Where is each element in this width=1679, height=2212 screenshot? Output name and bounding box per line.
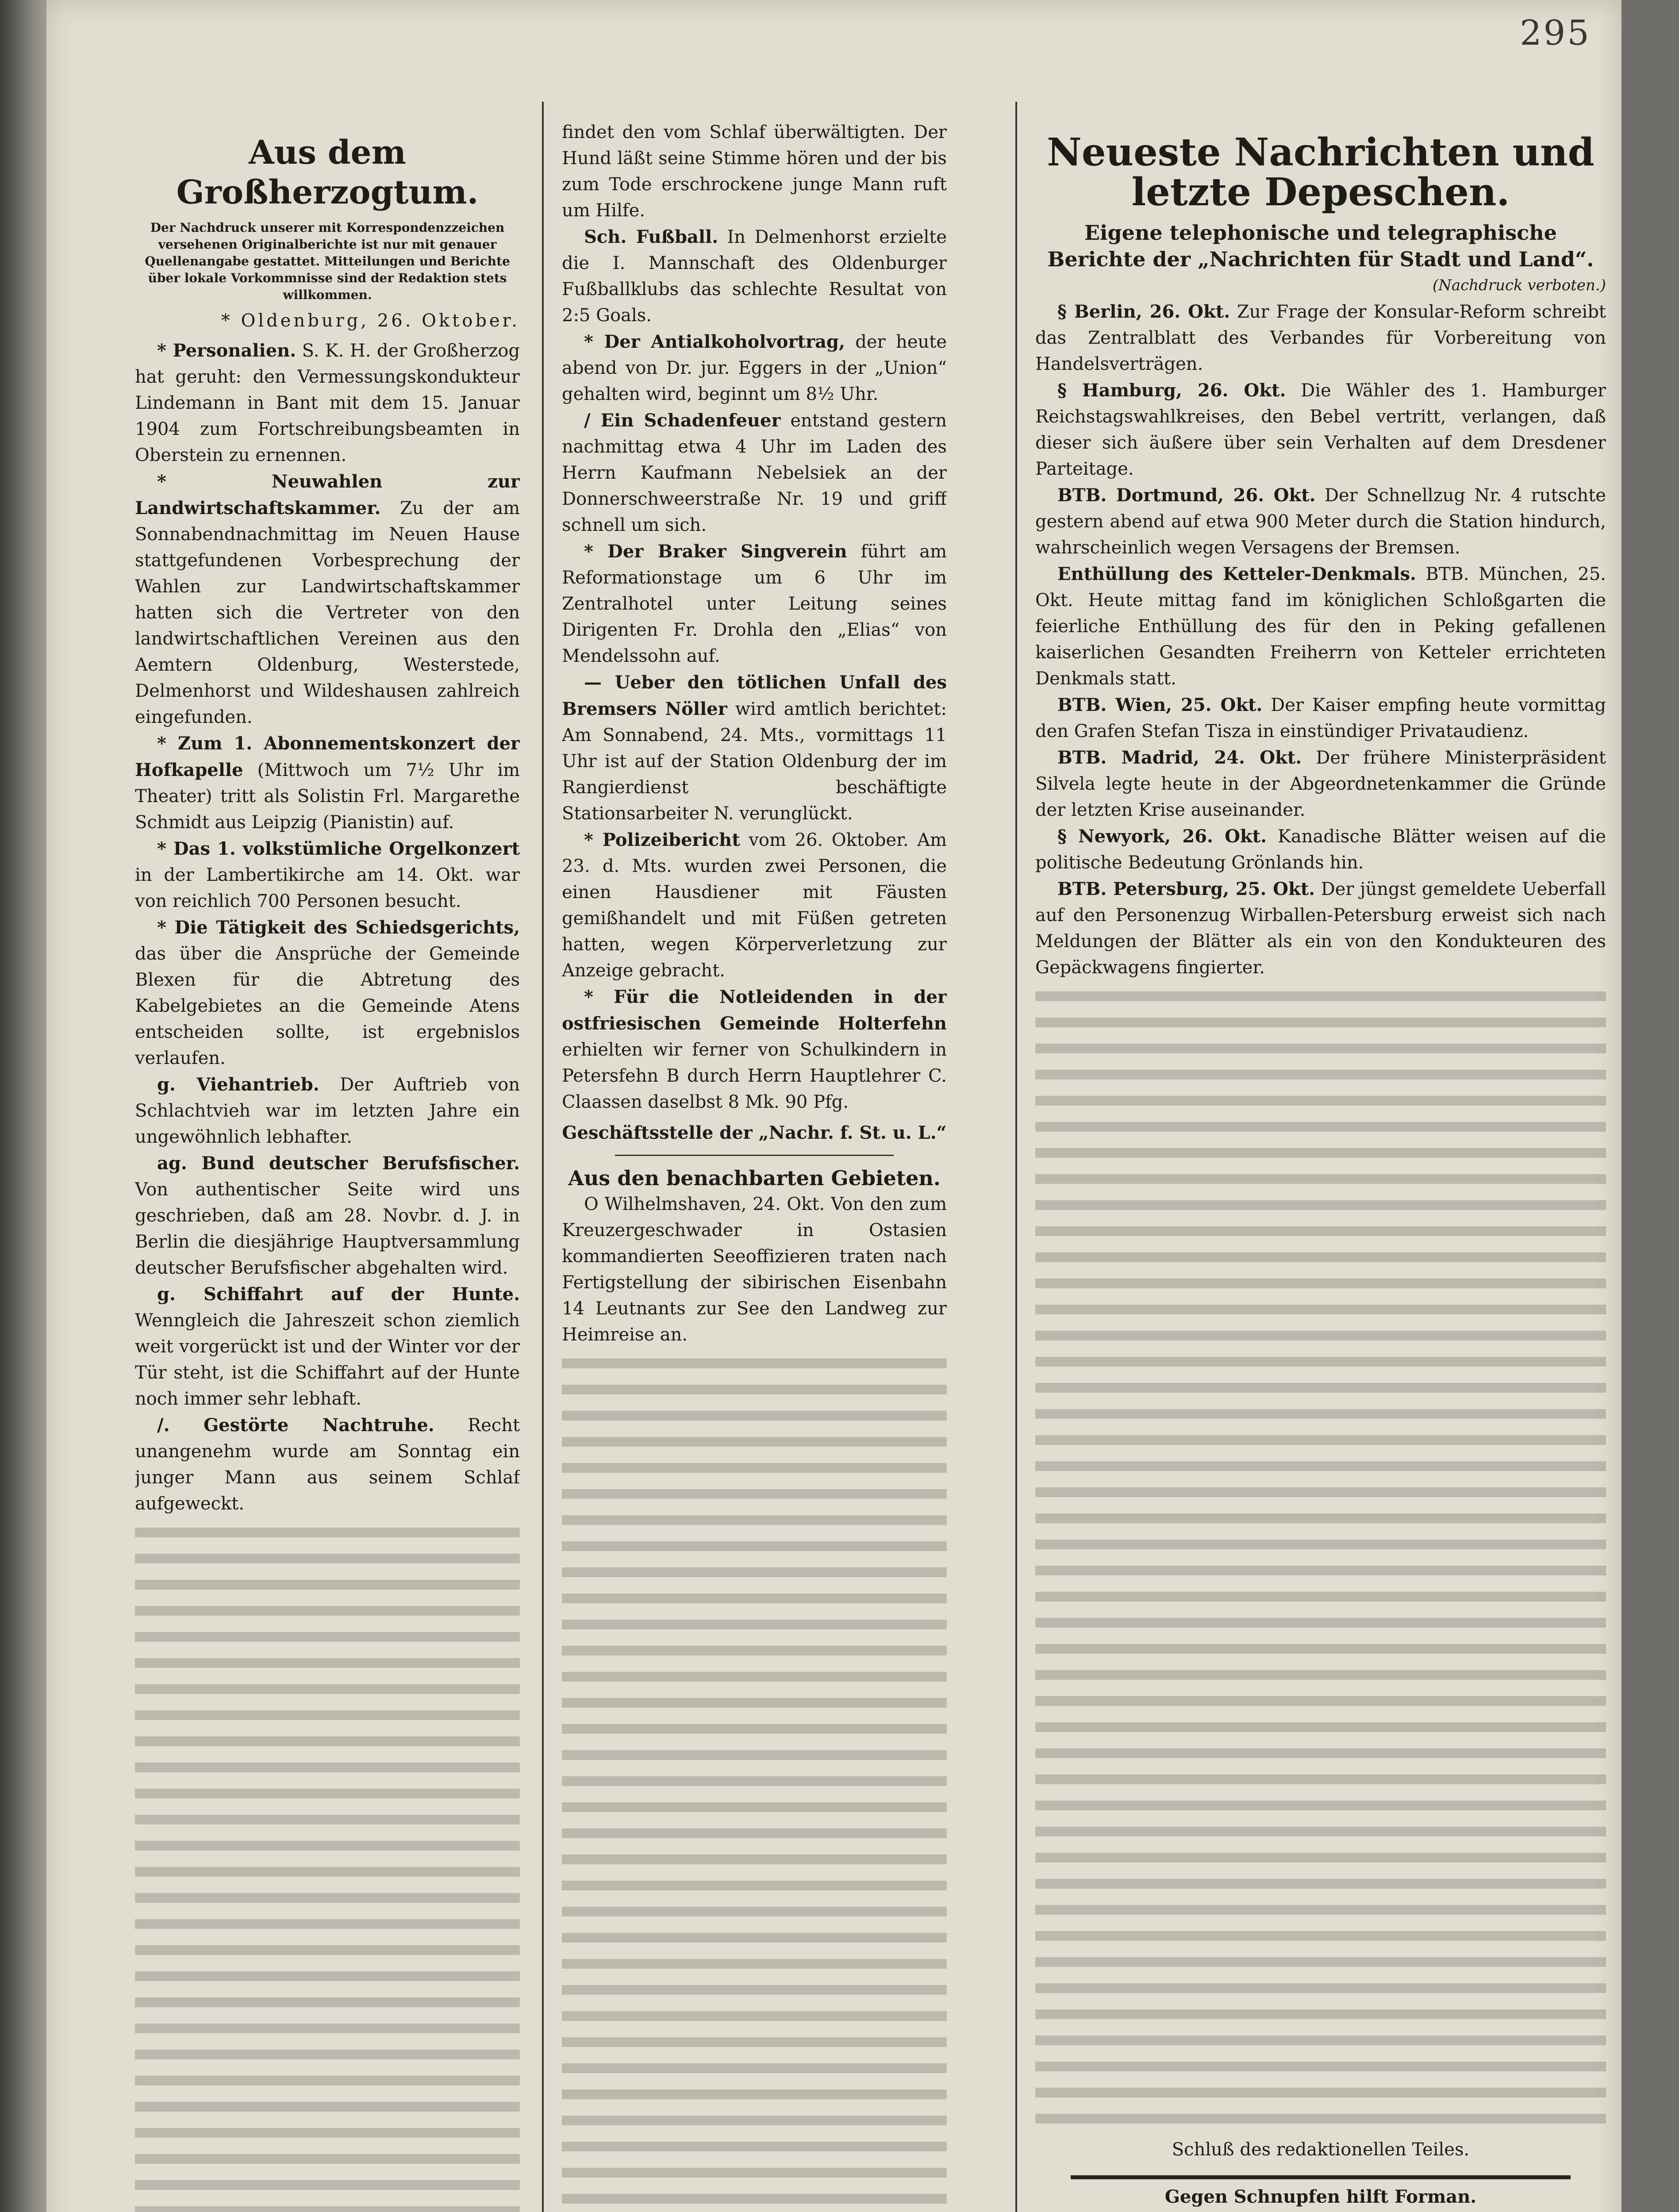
section-title-neighbor-regions: Aus den benachbarten Gebieten. xyxy=(568,1166,941,1190)
article-head: * Der Antialkoholvortrag, xyxy=(584,331,845,352)
article-text: S. K. H. der Großherzog hat geruht: den Vermessungskondukteur Lindemann in Bant mit dem 15. Januar 1904 zum Fortschreibungsbeamten in Oberstein zu ernennen. xyxy=(135,341,520,465)
dispatch-text: Die Wähler des 1. Hamburger Reichstagswahlkreises, den Bebel vertritt, verlangen, daß dieser sich äußere über sein Verhalten auf dem Dresdener Parteitage. xyxy=(1035,380,1606,479)
article-text: führt am Reformationstage um 6 Uhr im Zentralhotel unter Leitung seines Dirigenten Fr. Drohla den „Elias“ von Mendelssohn auf. xyxy=(562,541,947,666)
article-head: /. Gestörte Nachtruhe. xyxy=(157,1415,434,1436)
dispatch-text: Der jüngst gemeldete Ueberfall auf den Personenzug Wirballen-Petersburg erweist sich nach Meldungen der Blätter als ein von den Kondukteuren des Gepäckwagens fingierter. xyxy=(1035,879,1606,978)
article-viehantrieb xyxy=(135,1071,520,1150)
article-wilhelmshaven xyxy=(562,1191,947,1348)
divider xyxy=(615,1155,894,1156)
article-text: O Wilhelmshaven, 24. Okt. Von den zum Kreuzergeschwader in Ostasien kommandierten Seeoffizieren traten nach Fertigstellung der sibirischen Eisenbahn 14 Leutnants zur See den Landweg zur Heimreise an. xyxy=(562,1194,947,1345)
article-text: Zu der am Sonnabendnachmittag im Neuen Hause stattgefundenen Vorbesprechung der Wahlen zur Landwirtschaftskammer hatten sich die Vertreter von den landwirtschaftlichen Vereinen aus den Aemtern Oldenburg, Westerstede, Delmenhorst und Wildeshausen zahlreich eingefunden. xyxy=(135,498,520,727)
article-text: (Mittwoch um 7½ Uhr im Theater) tritt als Solistin Frl. Margarethe Schmidt aus Leipzig (Pianistin) auf. xyxy=(135,760,520,833)
dispatch-head: BTB. Dortmund, 26. Okt. xyxy=(1057,485,1316,506)
page-number: 295 xyxy=(1520,13,1591,53)
article-text: wird amtlich berichtet: Am Sonnabend, 24. Mts., vormittags 11 Uhr ist auf der Station Oldenburg der im Rangierdienst beschäftigte Stationsarbeiter N. verunglückt. xyxy=(562,699,947,824)
section-title-grand-duchy: Aus dem Großherzogtum. xyxy=(176,134,479,211)
dispatch-head: BTB. Petersburg, 25. Okt. xyxy=(1057,879,1315,899)
article-head: * Das 1. volkstümliche Orgelkonzert xyxy=(157,838,520,859)
reprint-prohibited-note: (Nachdruck verboten.) xyxy=(1432,276,1606,294)
article-schiffahrt xyxy=(135,1281,520,1412)
column-grand-duchy xyxy=(135,119,520,2212)
article-neuwahlen xyxy=(135,469,520,730)
column-rule-left xyxy=(542,102,544,2212)
article-head: ag. Bund deutscher Berufsfischer. xyxy=(157,1153,520,1174)
article-nachtruhe xyxy=(135,1412,520,1517)
dispatch-head: § Newyork, 26. Okt. xyxy=(1057,826,1267,847)
dispatch-head: § Berlin, 26. Okt. xyxy=(1057,301,1230,322)
article-head: * Zum 1. Abonnementskonzert der Hofkapelle xyxy=(135,733,520,780)
dispatch-ketteler xyxy=(1035,561,1606,692)
article-text: In Delmenhorst erzielte die I. Mannschaft des Oldenburger Fußballklubs das schlechte Resultat von 2:5 Goals. xyxy=(562,227,947,326)
article-text: Von authentischer Seite wird uns geschrieben, daß am 28. Novbr. d. J. in Berlin die diesjährige Hauptversammlung deutscher Berufsfischer abgehalten wird. xyxy=(135,1179,520,1278)
section-title-latest-news: Neueste Nachrichten und letzte Depeschen. xyxy=(1047,130,1594,215)
dispatch-head: BTB. Madrid, 24. Okt. xyxy=(1057,747,1302,768)
dispatch-madrid xyxy=(1035,745,1606,823)
dispatch-text: Der Kaiser empfing heute vormittag den Grafen Stefan Tisza in einstündiger Privataudienz. xyxy=(1035,695,1606,741)
article-head: * Die Tätigkeit des Schiedsgerichts, xyxy=(157,917,520,938)
article-berufsfischer xyxy=(135,1150,520,1281)
advertisement-forman: Gegen Schnupfen hilft Forman. xyxy=(1164,2186,1477,2207)
article-schadenfeuer xyxy=(562,407,947,538)
column-latest-news xyxy=(1035,119,1606,2212)
article-head: / Ein Schadenfeuer xyxy=(584,410,781,431)
article-antialkohol xyxy=(562,329,947,407)
article-text: findet den vom Schlaf überwältigten. Der Hund läßt seine Stimme hören und der bis zum Tode erschrockene junge Mann ruft um Hilfe. xyxy=(562,122,947,221)
column-local-news xyxy=(562,119,947,2212)
divider-thick xyxy=(1071,2175,1571,2179)
article-text: entstand gestern nachmittag etwa 4 Uhr im Laden des Herrn Kaufmann Nebelsiek an der Donnerschweerstraße Nr. 19 und griff schnell um sich. xyxy=(562,411,947,535)
article-text: der heute abend von Dr. jur. Eggers in der „Union“ gehalten wird, beginnt um 8½ Uhr. xyxy=(562,332,947,404)
dispatch-head: § Hamburg, 26. Okt. xyxy=(1057,380,1286,401)
section-subtitle: Eigene telephonische und telegraphische Berichte der „Nachrichten für Stadt und Land“. xyxy=(1047,221,1594,271)
dispatch-petersburg xyxy=(1035,876,1606,981)
article-text: vom 26. Oktober. Am 23. d. Mts. wurden zwei Personen, die einen Hausdiener mit Fäusten gemißhandelt und mit Füßen getreten hatten, wegen Körperverletzung zur Anzeige gebracht. xyxy=(562,830,947,981)
article-text: Der Auftrieb von Schlachtvieh war im letzten Jahre ein ungewöhnlich lebhafter. xyxy=(135,1075,520,1147)
article-head: Sch. Fußball. xyxy=(584,227,718,247)
dispatch-text: Der frühere Ministerpräsident Silvela legte heute in der Abgeordnetenkammer die Gründe der letzten Krise auseinander. xyxy=(1035,748,1606,820)
article-fussball xyxy=(562,224,947,329)
dispatch-berlin xyxy=(1035,299,1606,377)
dispatch-text: Der Schnellzug Nr. 4 rutschte gestern abend auf etwa 900 Meter durch die Station hindurch, wahrscheinlich wegen Versagens der Bremsen. xyxy=(1035,485,1606,558)
dateline-oldenburg: * Oldenburg, 26. Oktober. xyxy=(221,311,520,331)
editorial-end-block xyxy=(1035,2132,1606,2212)
article-unfall-noeller xyxy=(562,669,947,827)
article-head: * Für die Notleidenden in der ostfriesischen Gemeinde Holterfehn xyxy=(562,987,947,1034)
article-head: * Personalien. xyxy=(157,340,296,361)
dispatch-text: Kanadische Blätter weisen auf die politische Bedeutung Grönlands hin. xyxy=(1035,826,1606,873)
dispatch-wien xyxy=(1035,692,1606,745)
article-orgelkonzert xyxy=(135,836,520,914)
body-text-lines xyxy=(562,1350,947,2212)
article-text: in der Lambertikirche am 14. Okt. war von reichlich 700 Personen besucht. xyxy=(135,865,520,911)
dispatch-text: BTB. München, 25. Okt. Heute mittag fand im königlichen Schloßgarten die feierliche Enthüllung des für den in Peking gefallenen kaiserlichen Gesandten Freiherrn von Ketteler errichteten Denkmals statt. xyxy=(1035,564,1606,689)
dispatch-head: BTB. Wien, 25. Okt. xyxy=(1057,695,1263,715)
article-head: * Der Braker Singverein xyxy=(584,541,847,562)
article-text: Recht unangenehm wurde am Sonntag ein junger Mann aus seinem Schlaf aufgeweckt. xyxy=(135,1415,520,1514)
end-of-editorial-note: Schluß des redaktionellen Teiles. xyxy=(1172,2139,1470,2160)
body-text-lines xyxy=(1035,983,1606,2133)
body-text-lines xyxy=(135,1519,520,2212)
newspaper-page xyxy=(46,0,1621,2212)
dispatch-dortmund xyxy=(1035,482,1606,561)
article-head: g. Viehantrieb. xyxy=(157,1074,319,1095)
reprint-notice: Der Nachdruck unserer mit Korrespondenzzeichen versehenen Originalberichte ist nur mit genauer Quellenangabe gestattet. Mitteilungen und Berichte über lokale Vorkommnisse sind der Redaktion stets willkommen. xyxy=(145,220,510,302)
article-text: das über die Ansprüche der Gemeinde Blexen für die Abtretung des Kabelgebietes an die Gemeinde Atens entscheiden sollte, ist ergebnislos verlaufen. xyxy=(135,944,520,1068)
article-personalien xyxy=(135,338,520,469)
dispatch-head: Enthüllung des Ketteler-Denkmals. xyxy=(1057,564,1416,584)
article-abonnementskonzert xyxy=(135,730,520,836)
article-head: g. Schiffahrt auf der Hunte. xyxy=(157,1284,520,1305)
article-text: Wenngleich die Jahreszeit schon ziemlich weit vorgerückt ist und der Winter vor der Tür steht, ist die Schiffahrt auf der Hunte noch immer sehr lebhaft. xyxy=(135,1310,520,1409)
article-schiedsgericht xyxy=(135,914,520,1071)
dispatch-newyork xyxy=(1035,823,1606,876)
article-polizeibericht xyxy=(562,827,947,984)
article-text: erhielten wir ferner von Schulkindern in Petersfehn B durch Herrn Hauptlehrer C. Claassen daselbst 8 Mk. 90 Pfg. xyxy=(562,1040,947,1112)
dispatch-text: Zur Frage der Konsular-Reform schreibt das Zentralblatt des Verbandes für Vorbereitung von Handelsverträgen. xyxy=(1035,302,1606,374)
office-signature: Geschäftsstelle der „Nachr. f. St. u. L.“ xyxy=(562,1122,947,1143)
article-head: * Polizeibericht xyxy=(584,830,740,850)
article-continued xyxy=(562,119,947,224)
article-head: — Ueber den tötlichen Unfall des Bremsers Nöller xyxy=(562,672,947,719)
column-rule-right xyxy=(1015,102,1017,2212)
article-singverein xyxy=(562,538,947,669)
dispatch-hamburg xyxy=(1035,377,1606,482)
article-notleidende xyxy=(562,984,947,1115)
article-head: * Neuwahlen zur Landwirtschaftskammer. xyxy=(135,471,520,518)
